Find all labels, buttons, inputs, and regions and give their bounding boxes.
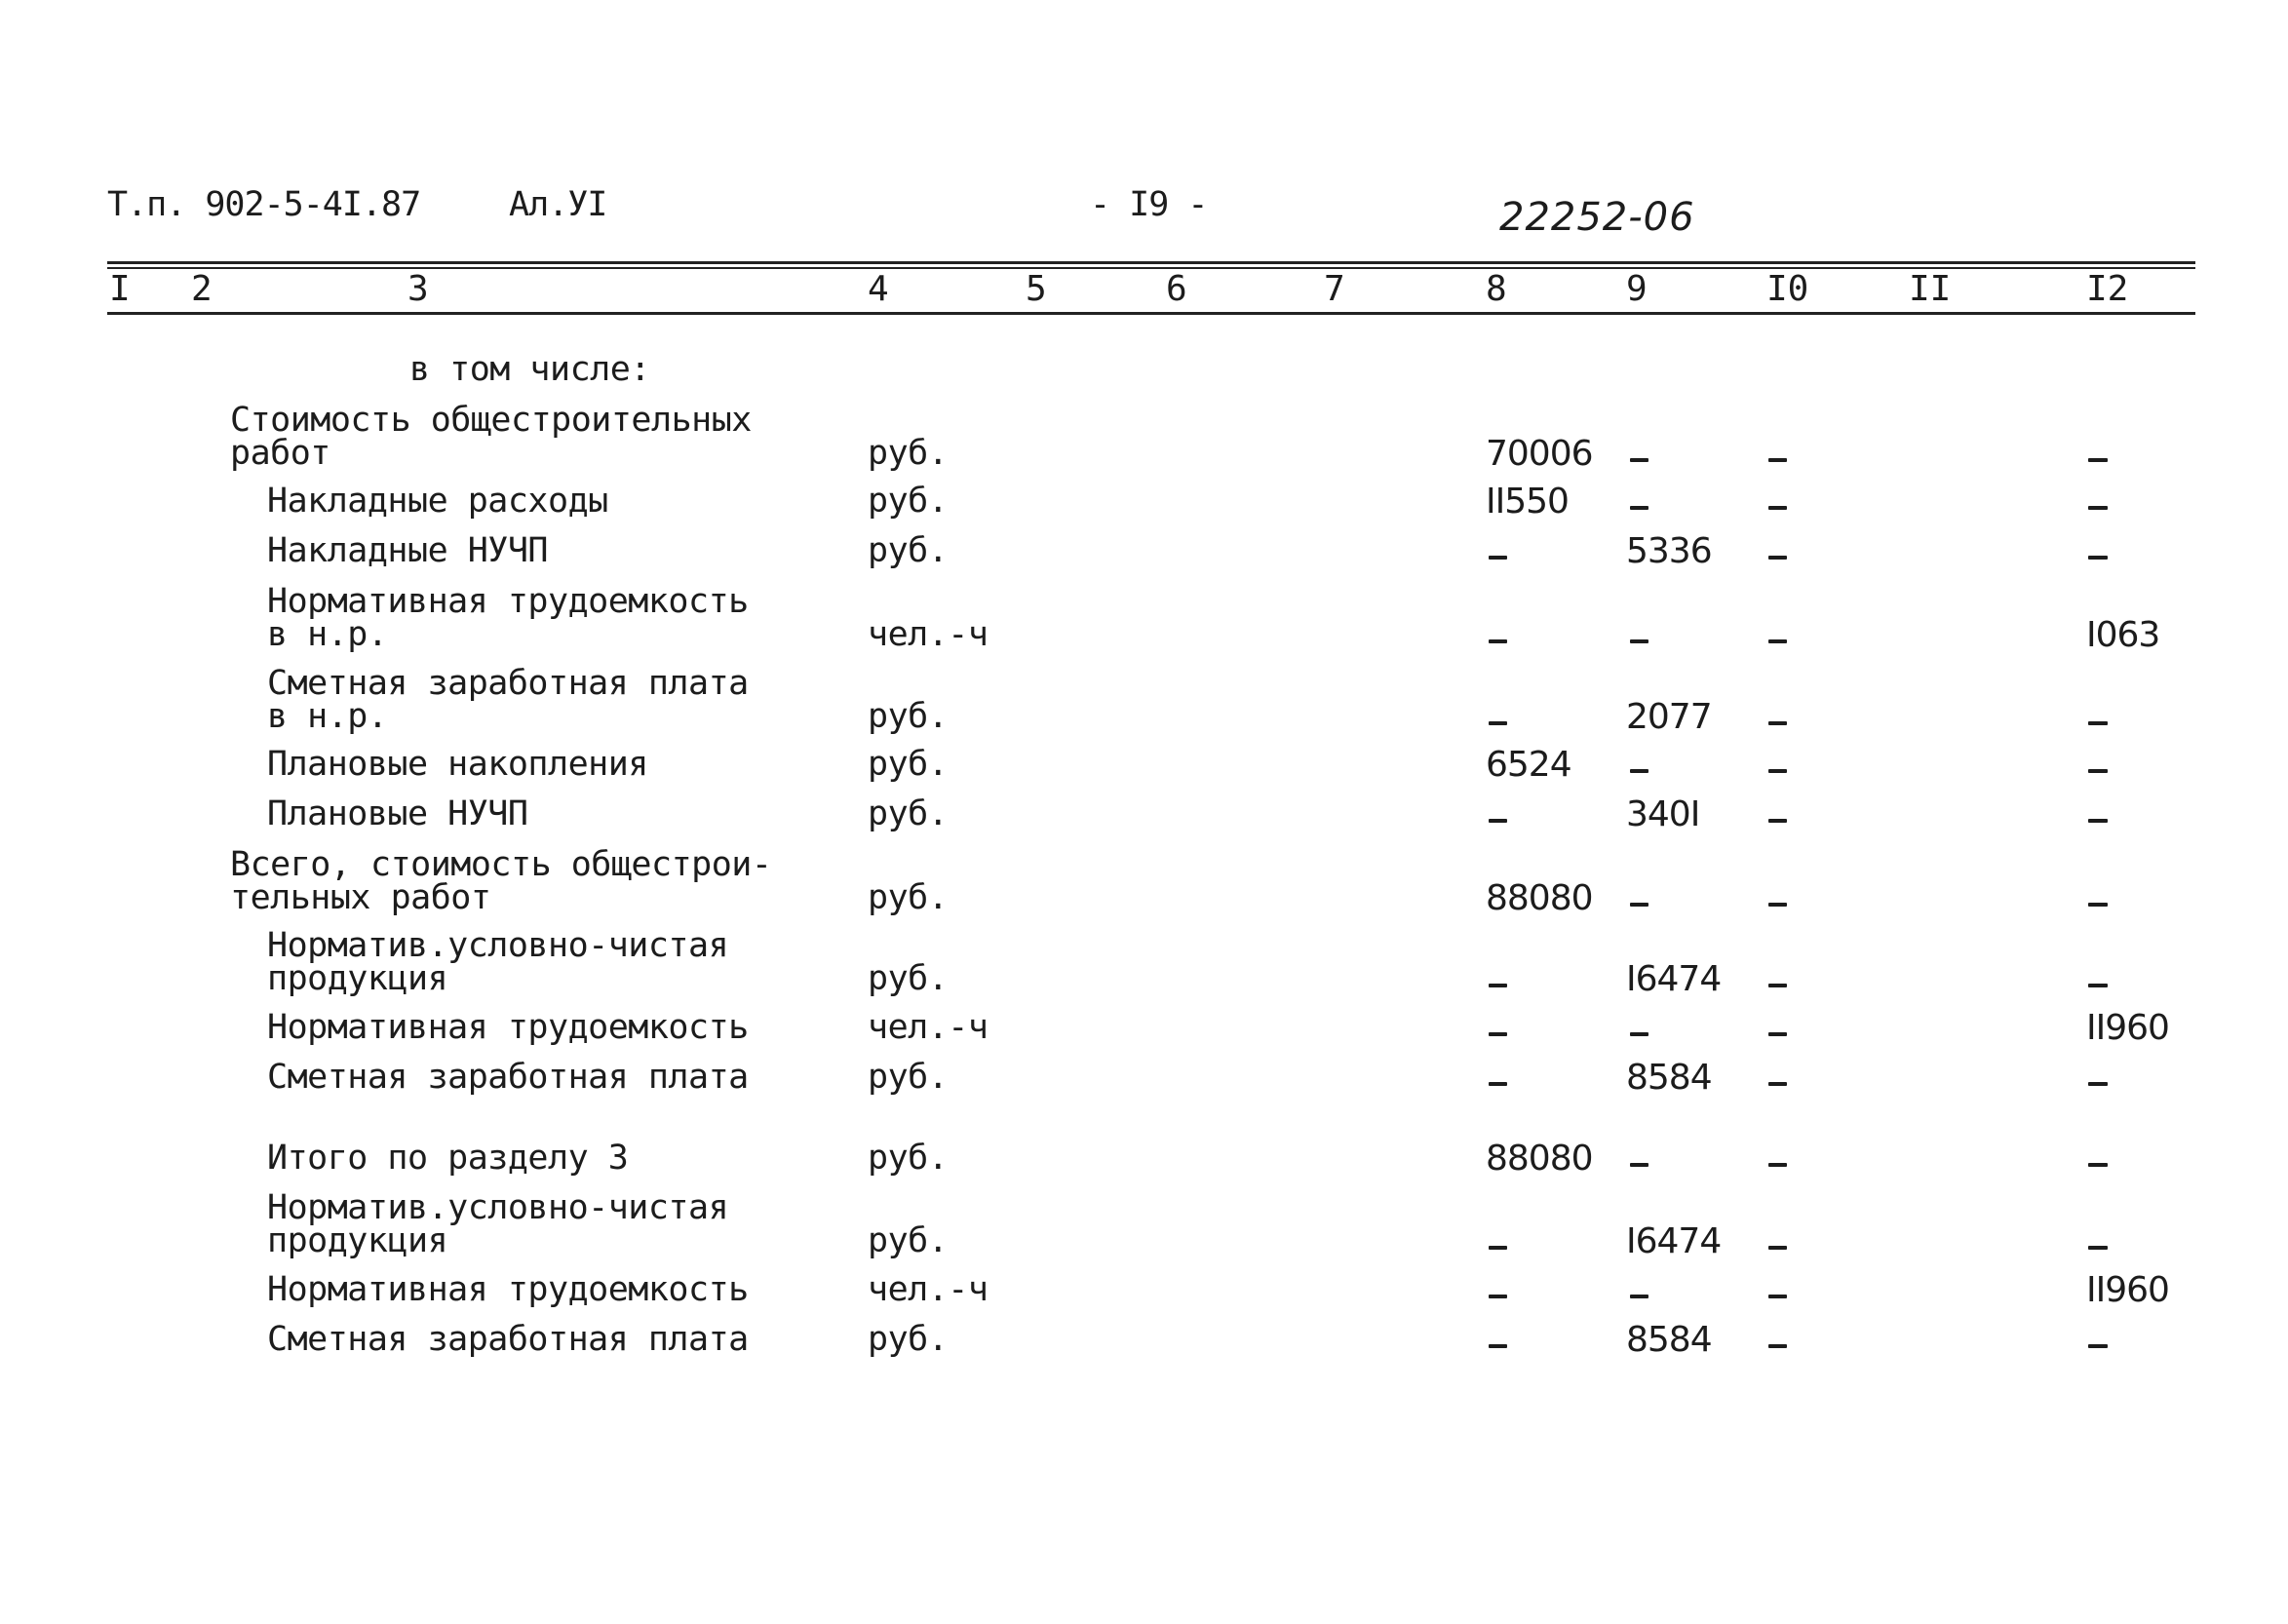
row-label-line: Норматив.условно-чистая [267,926,729,965]
row-unit: чел.-ч [868,615,989,654]
empty-value-dash [2088,556,2108,560]
empty-value-dash [1768,984,1787,987]
row-label-line: Плановые НУЧП [267,794,528,833]
empty-value-dash [1768,769,1787,773]
row-value-c12: II960 [2086,1270,2169,1310]
empty-value-dash [1489,1032,1507,1036]
empty-value-dash [1768,1295,1787,1298]
empty-value-dash [1768,1163,1787,1167]
row-label-line: Накладные расходы [267,482,608,521]
row-value-c9: 8584 [1626,1058,1712,1098]
empty-value-dash [1768,1032,1787,1036]
empty-value-dash [1768,1246,1787,1250]
row-label-line: Плановые накопления [267,745,648,784]
row-label-line: Норматив.условно-чистая [267,1188,729,1227]
empty-value-dash [1489,819,1507,823]
row-unit: руб. [868,1058,949,1097]
row-value-c12: II960 [2086,1008,2169,1048]
column-number-12: I2 [2086,269,2129,309]
row-unit: чел.-ч [868,1270,989,1309]
row-unit: руб. [868,697,949,736]
row-unit: руб. [868,745,949,784]
column-number-11: II [1909,269,1952,309]
empty-value-dash [1489,721,1507,725]
row-label-line: продукция [267,1221,448,1260]
column-number-2: 2 [191,269,213,309]
row-label-line: Стоимость общестроительных [230,401,752,440]
empty-value-dash [1489,984,1507,987]
page-number: - I9 - [1090,185,1208,224]
empty-value-dash [1768,639,1787,643]
album-label: Ал.УI [509,185,607,224]
handwritten-number: 22252-06 [1499,195,1695,240]
row-unit: руб. [868,878,949,917]
empty-value-dash [1768,1344,1787,1348]
column-number-8: 8 [1486,269,1507,309]
row-label-line: в н.р. [267,615,388,654]
empty-value-dash [1489,1295,1507,1298]
table-header-bottom-rule [107,312,2195,315]
column-number-5: 5 [1026,269,1047,309]
row-label-line: Итого по разделу 3 [267,1139,629,1178]
empty-value-dash [2088,506,2108,510]
row-unit: руб. [868,959,949,998]
empty-value-dash [1630,903,1648,907]
row-label-line: Накладные НУЧП [267,531,549,570]
column-number-10: I0 [1766,269,1809,309]
empty-value-dash [2088,1246,2108,1250]
empty-value-dash [2088,721,2108,725]
empty-value-dash [1768,506,1787,510]
row-unit: руб. [868,531,949,570]
row-value-c8: 88080 [1486,1139,1593,1179]
empty-value-dash [1489,639,1507,643]
row-unit: руб. [868,482,949,521]
row-label-line: работ [230,434,330,473]
empty-value-dash [2088,984,2108,987]
empty-value-dash [1489,556,1507,560]
row-value-c9: 5336 [1626,531,1712,571]
empty-value-dash [2088,819,2108,823]
row-value-c8: 70006 [1486,434,1593,474]
empty-value-dash [2088,458,2108,462]
table-top-rule [107,261,2195,264]
empty-value-dash [1768,556,1787,560]
empty-value-dash [1630,458,1648,462]
row-value-c8: II550 [1486,482,1569,522]
row-label-line: Всего, стоимость общестрои- [230,845,772,884]
empty-value-dash [1630,1163,1648,1167]
row-label-line: продукция [267,959,448,998]
empty-value-dash [2088,903,2108,907]
row-label-line: Нормативная трудоемкость [267,1008,749,1047]
empty-value-dash [1768,721,1787,725]
row-value-c8: 88080 [1486,878,1593,918]
column-number-9: 9 [1626,269,1648,309]
empty-value-dash [1630,506,1648,510]
empty-value-dash [1630,769,1648,773]
row-value-c8: 6524 [1486,745,1571,785]
empty-value-dash [1768,1082,1787,1086]
row-label-line: Нормативная трудоемкость [267,582,749,621]
row-label-line: Сметная заработная плата [267,664,749,703]
row-value-c12: I063 [2086,615,2160,655]
empty-value-dash [1630,1032,1648,1036]
empty-value-dash [1768,903,1787,907]
row-value-c9: I6474 [1626,1221,1722,1261]
row-unit: чел.-ч [868,1008,989,1047]
empty-value-dash [1630,639,1648,643]
empty-value-dash [1630,1295,1648,1298]
column-number-4: 4 [868,269,889,309]
row-label-line: Нормативная трудоемкость [267,1270,749,1309]
empty-value-dash [1768,458,1787,462]
row-unit: руб. [868,1320,949,1359]
document-code: Т.п. 902-5-4I.87 [107,185,421,224]
row-value-c9: 8584 [1626,1320,1712,1360]
column-number-7: 7 [1324,269,1345,309]
empty-value-dash [2088,1163,2108,1167]
empty-value-dash [1489,1344,1507,1348]
empty-value-dash [2088,769,2108,773]
row-unit: руб. [868,1139,949,1178]
row-value-c9: 2077 [1626,697,1712,737]
empty-value-dash [2088,1344,2108,1348]
row-label-line: тельных работ [230,878,491,917]
empty-value-dash [1489,1082,1507,1086]
subheading: в том числе: [409,350,650,389]
column-number-1: I [109,269,131,309]
row-label-line: в н.р. [267,697,388,736]
row-label-line: Сметная заработная плата [267,1320,749,1359]
row-unit: руб. [868,794,949,833]
column-number-3: 3 [407,269,429,309]
column-number-6: 6 [1166,269,1187,309]
empty-value-dash [1489,1246,1507,1250]
row-unit: руб. [868,434,949,473]
row-label-line: Сметная заработная плата [267,1058,749,1097]
row-value-c9: 340I [1626,794,1700,834]
empty-value-dash [1768,819,1787,823]
row-unit: руб. [868,1221,949,1260]
row-value-c9: I6474 [1626,959,1722,999]
empty-value-dash [2088,1082,2108,1086]
